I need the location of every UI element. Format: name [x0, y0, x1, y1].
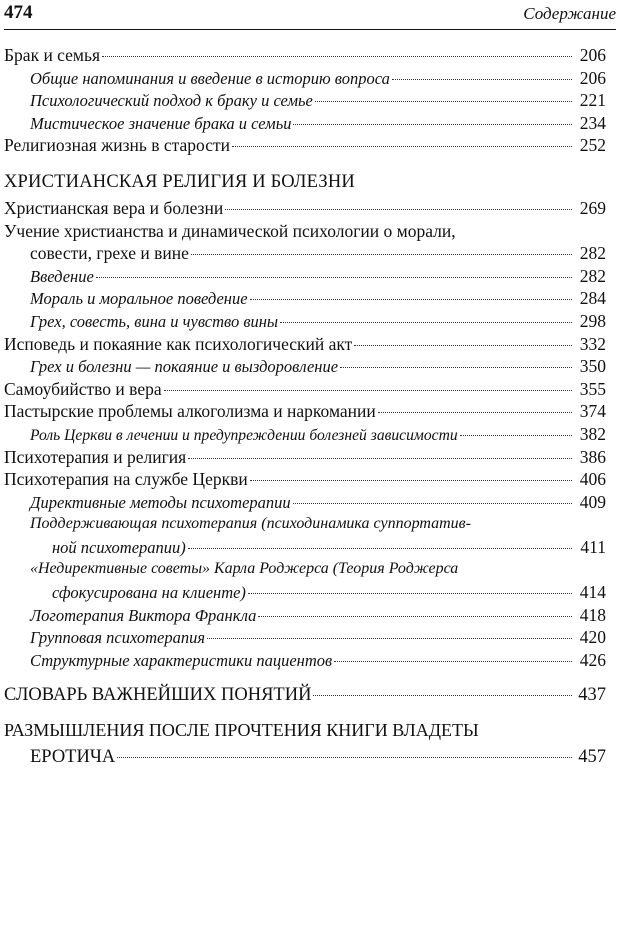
dot-leader [250, 480, 572, 481]
toc-entry [4, 197, 606, 220]
toc-subentry [4, 67, 606, 90]
toc-entry-page: 206 [579, 67, 606, 88]
toc-entry-page: 350 [579, 356, 606, 377]
toc-entry-title: Мораль и моральное поведение [30, 289, 248, 309]
toc-entry-title: Пастырские проблемы алкоголизма и наркомании [4, 401, 376, 422]
header-rule [4, 29, 616, 30]
dot-leader [460, 435, 572, 436]
dot-leader [117, 757, 572, 758]
dot-leader [334, 661, 572, 662]
toc-entry-page: 414 [579, 582, 606, 603]
toc-entry-title: Грех и болезни — покаяние и выздоровление [30, 357, 339, 377]
toc-entry-title: Логотерапия Виктора Франкла [30, 605, 257, 625]
toc-entry-title: Религиозная жизнь в старости [4, 135, 230, 156]
toc-entry-title: Групповая психотерапия [30, 628, 206, 648]
toc-entry [4, 743, 606, 771]
dot-leader [102, 56, 572, 57]
toc-entry-page: 386 [579, 446, 606, 467]
toc-entry-title: Введение [30, 266, 94, 286]
dot-leader [258, 616, 572, 617]
section-heading: ХРИСТИАНСКАЯ РЕЛИГИЯ И БОЛЕЗНИ [4, 171, 355, 192]
toc-entry [4, 468, 606, 491]
toc-entry-page: 221 [579, 90, 606, 111]
toc-entry-page: 252 [579, 135, 606, 156]
toc-entry-page: 418 [579, 604, 606, 625]
dot-leader [232, 146, 572, 147]
dot-leader [392, 79, 572, 80]
toc-entry-title: Структурные характеристики пациентов [30, 650, 333, 670]
toc-subentry [4, 626, 606, 649]
toc-entry-title: Роль Церкви в лечении и предупреждении болезней зависимости [30, 426, 458, 444]
toc-entry-page: 457 [578, 747, 606, 768]
toc-entry-title: Общие напоминания и введение в историю вопроса [30, 68, 390, 88]
toc-entry [4, 400, 606, 423]
toc-entry-page: 284 [579, 288, 606, 309]
dot-leader [378, 412, 572, 413]
toc-entry-title-line2: сфокусирована на клиенте) [52, 583, 246, 603]
section-name: Содержание [523, 4, 616, 23]
toc-subentry [4, 265, 606, 288]
toc-subentry [4, 355, 606, 378]
toc-entry-page: 282 [579, 243, 606, 264]
toc-entry [4, 134, 606, 157]
dot-leader [188, 548, 572, 549]
toc-entry-title: Психотерапия и религия [4, 446, 187, 467]
dot-leader [188, 458, 572, 459]
toc-subentry [4, 491, 606, 514]
toc-entry-page: 298 [579, 310, 606, 331]
toc-entry [4, 333, 606, 356]
toc-entry-title: Грех, совесть, вина и чувство вины [30, 311, 279, 331]
toc-entry [4, 446, 606, 469]
toc-entry-title: Брак и семья [4, 45, 101, 65]
dot-leader [248, 593, 572, 594]
dot-leader [340, 367, 572, 368]
toc-entry-page: 332 [579, 333, 606, 354]
dot-leader [225, 209, 572, 210]
toc-entry-page: 437 [578, 685, 606, 706]
dot-leader [293, 124, 572, 125]
toc-entry [4, 681, 606, 709]
dot-leader [207, 638, 572, 639]
toc-entry-title: Исповедь и покаяние как психологический акт [4, 333, 353, 354]
toc-entry-title: СЛОВАРЬ ВАЖНЕЙШИХ ПОНЯТИЙ [4, 685, 312, 706]
toc-entry-title-line1: Учение христианства и динамической психологии о морали, [4, 220, 456, 241]
running-head [4, 2, 616, 30]
toc-entry-page: 355 [579, 378, 606, 399]
toc-entry-title-line1: РАЗМЫШЛЕНИЯ ПОСЛЕ ПРОЧТЕНИЯ КНИГИ ВЛАДЕТЫ [4, 720, 479, 741]
dot-leader [96, 277, 572, 278]
toc-entry-title: Мистическое значение брака и семьи [30, 113, 292, 133]
toc-subentry [4, 536, 606, 559]
toc-subentry-title-line1: Поддерживающая психотерапия (психодинамика суппортатив- [30, 515, 471, 533]
dot-leader [164, 390, 572, 391]
dot-leader [313, 695, 572, 696]
dot-leader [315, 101, 572, 102]
toc-entry-page: 269 [579, 197, 606, 218]
toc-entry [4, 44, 606, 67]
dot-leader [354, 345, 572, 346]
toc-entry-page: 234 [579, 112, 606, 133]
toc-entry-page: 282 [579, 265, 606, 286]
dot-leader [293, 503, 572, 504]
toc-subentry [4, 112, 606, 135]
dot-leader [250, 299, 572, 300]
toc-subentry [4, 581, 606, 604]
toc-entry-page: 206 [579, 45, 606, 65]
toc-entry-page: 409 [579, 491, 606, 512]
toc-subentry [4, 287, 606, 310]
toc-entry-page: 420 [579, 627, 606, 648]
toc-entry-title: Психологический подход к браку и семье [30, 91, 313, 111]
toc-entry-title: Самоубийство и вера [4, 378, 162, 399]
toc-entry-title: Психотерапия на службе Церкви [4, 469, 248, 490]
toc-subentry [4, 649, 606, 672]
toc-subentry [4, 310, 606, 333]
toc-entry-page: 382 [579, 423, 606, 444]
toc-subentry [4, 423, 606, 446]
page-number: 474 [4, 2, 33, 23]
toc-entry-title: Директивные методы психотерапии [30, 492, 291, 512]
toc-entry-title-line2: совести, грехе и вине [30, 243, 189, 264]
toc-entry-title: Христианская вера и болезни [4, 197, 224, 218]
toc-entry [4, 378, 606, 401]
toc-subentry [4, 604, 606, 627]
toc-entry-title-line2: ЕРОТИЧА [30, 747, 116, 768]
dot-leader [191, 254, 572, 255]
dot-leader [280, 322, 572, 323]
toc-entry-page: 426 [579, 649, 606, 670]
toc-entry-page: 406 [579, 469, 606, 490]
toc-subentry-title-line1: «Недирективные советы» Карла Роджерса (Теория Роджерса [30, 560, 459, 578]
toc-entry-page: 374 [579, 401, 606, 422]
toc-entry [4, 242, 606, 265]
toc-subentry [4, 89, 606, 112]
table-of-contents [4, 44, 606, 771]
toc-entry-page: 411 [580, 536, 606, 557]
toc-entry-title-line2: ной психотерапии) [52, 537, 186, 557]
